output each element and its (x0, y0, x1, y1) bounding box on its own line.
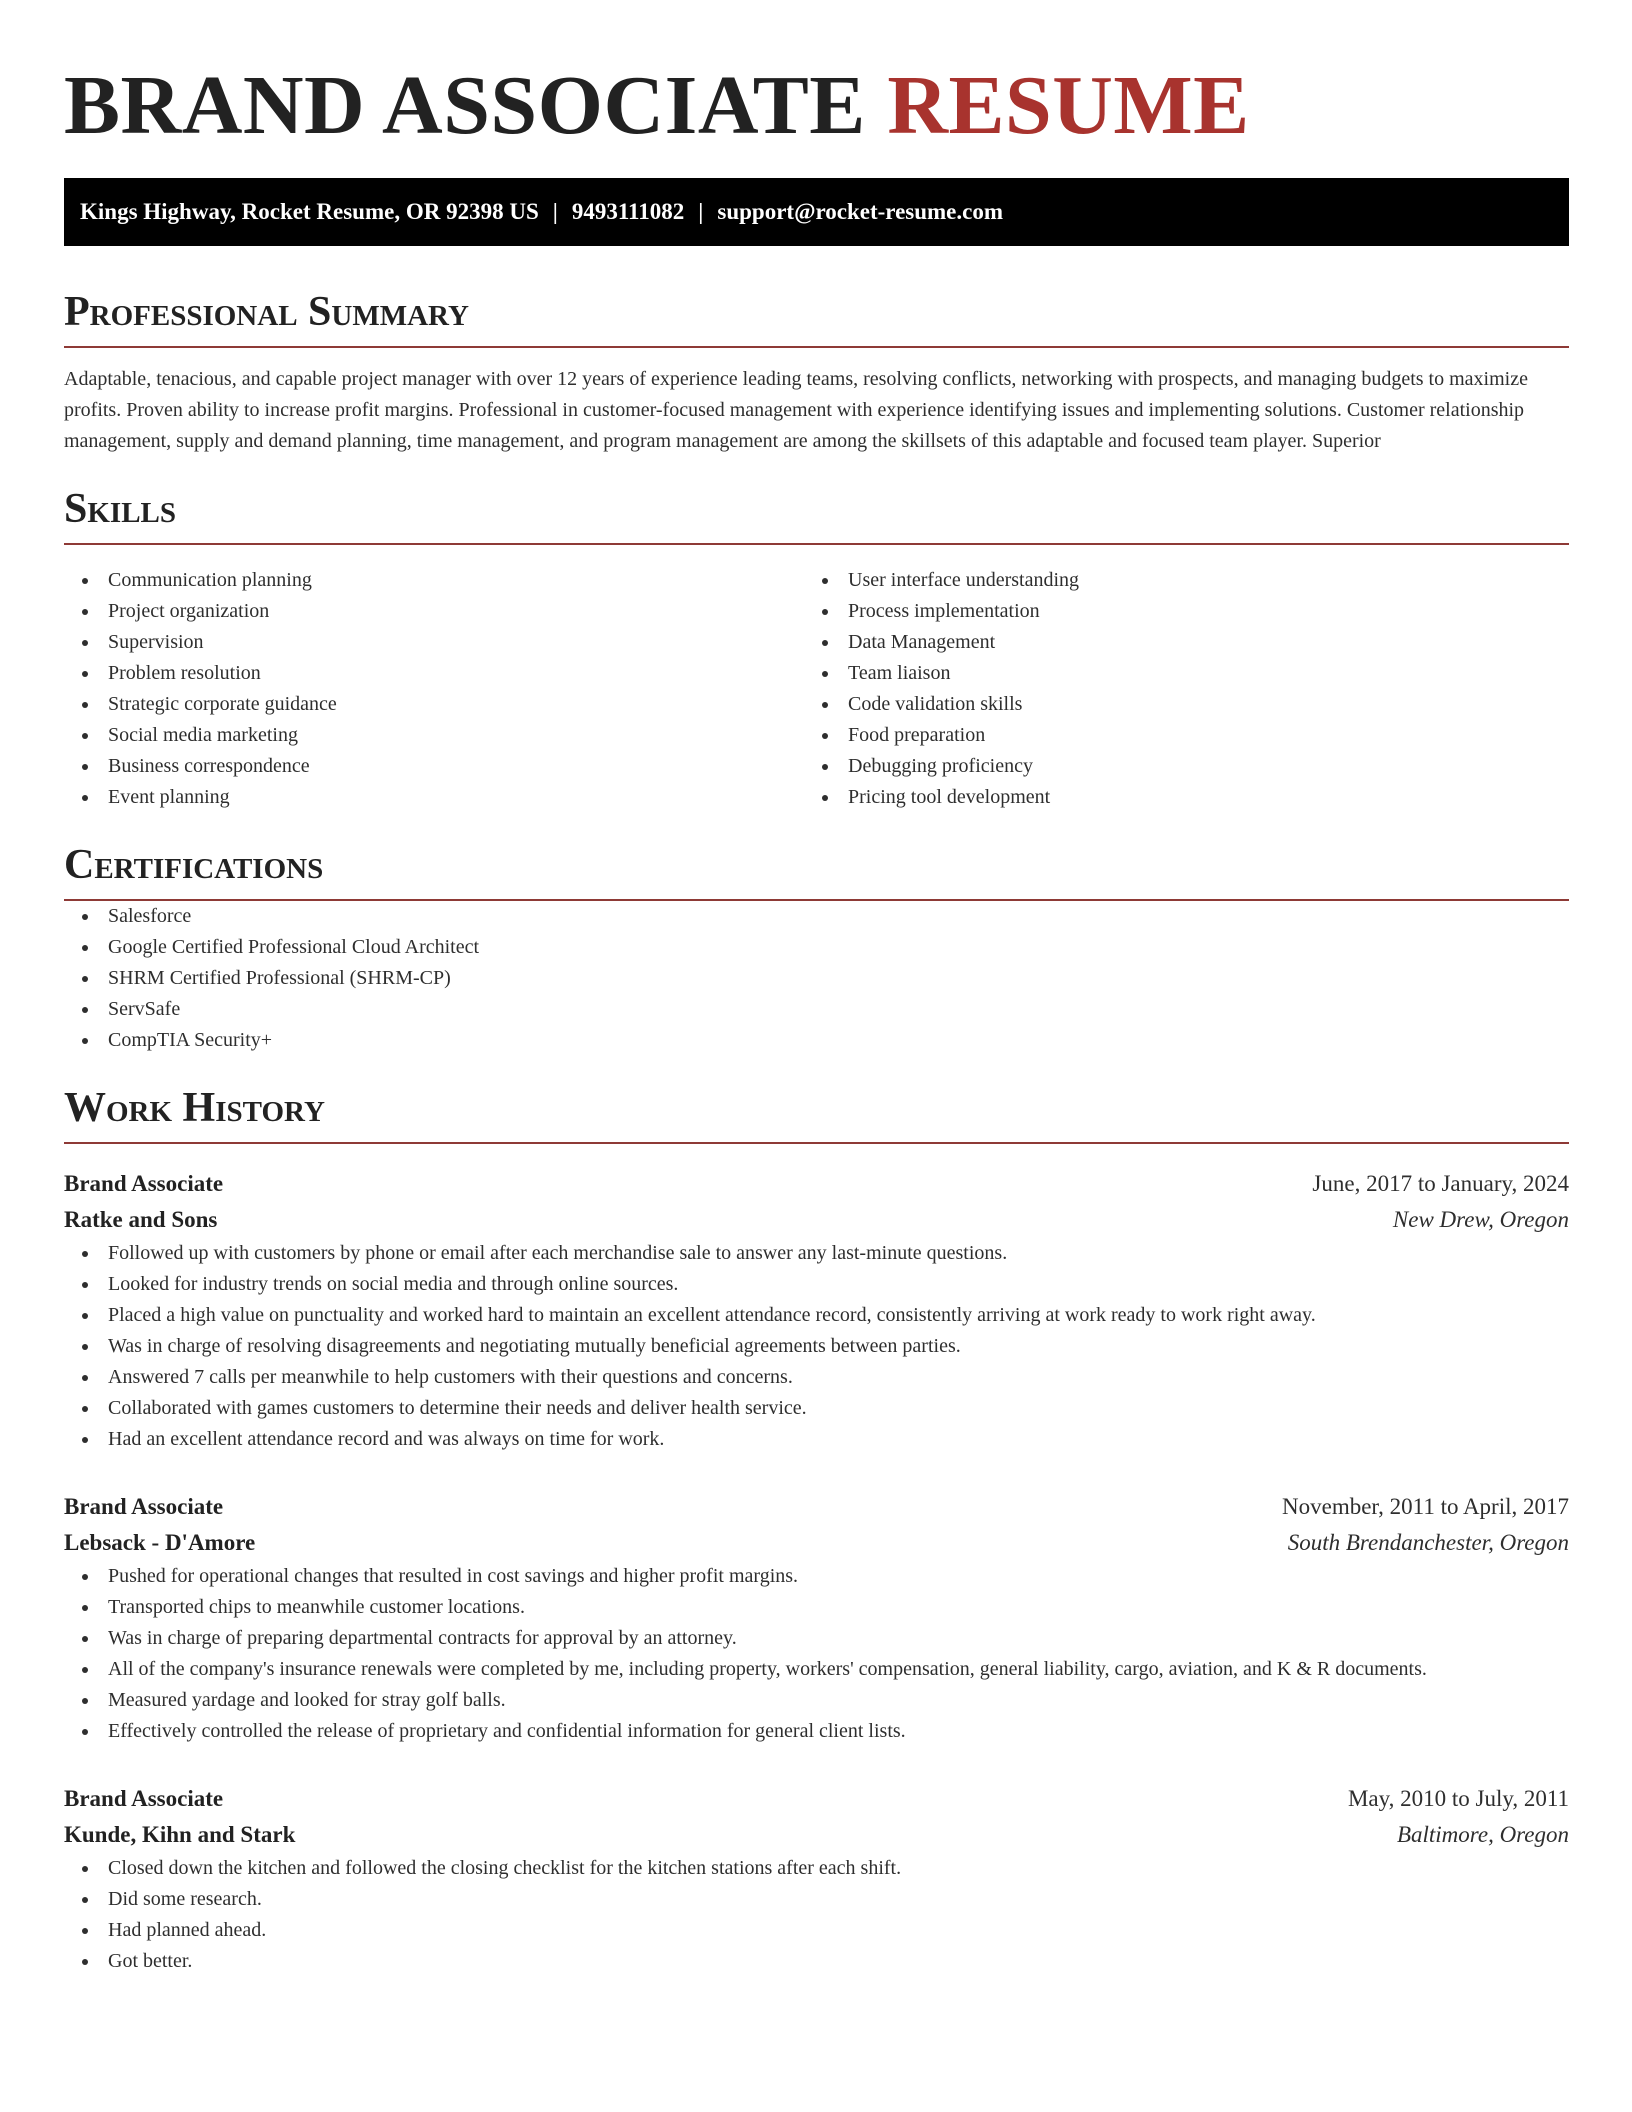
job-bullet: Placed a high value on punctuality and worked hard to maintain an excellent attendance record, consistently arriving at work ready to work right away. (64, 1300, 1569, 1331)
work-history-heading: Work History (64, 1084, 1569, 1144)
job-bullet: Had an excellent attendance record and was always on time for work. (64, 1424, 1569, 1455)
job-bullet: Collaborated with games customers to determine their needs and deliver health service. (64, 1393, 1569, 1424)
skill-item: Debugging proficiency (804, 751, 1544, 782)
job-company-row (64, 1817, 1569, 1853)
job-bullet: Was in charge of resolving disagreements and negotiating mutually beneficial agreements between parties. (64, 1331, 1569, 1362)
job-bullet-list (64, 1238, 1569, 1455)
job-location: South Brendanchester, Oregon (1287, 1530, 1569, 1555)
job-bullet: Answered 7 calls per meanwhile to help customers with their questions and concerns. (64, 1362, 1569, 1393)
job-header-row (64, 1781, 1569, 1817)
job-bullet: Closed down the kitchen and followed the closing checklist for the kitchen stations after each shift. (64, 1853, 1569, 1884)
job-role: Brand Associate (64, 1171, 224, 1196)
job-bullet: Pushed for operational changes that resulted in cost savings and higher profit margins. (64, 1561, 1569, 1592)
skill-item: Project organization (64, 596, 804, 627)
skill-item: Social media marketing (64, 720, 804, 751)
contact-phone[interactable]: 9493111082 (571, 199, 685, 224)
job-bullet-list (64, 1561, 1569, 1747)
job-header-row (64, 1489, 1569, 1525)
job-bullet: Was in charge of preparing departmental contracts for approval by an attorney. (64, 1623, 1569, 1654)
skill-item: Code validation skills (804, 689, 1544, 720)
skill-item: User interface understanding (804, 565, 1544, 596)
job-header-row (64, 1166, 1569, 1202)
certifications-list (64, 901, 1569, 1056)
job-role: Brand Associate (64, 1494, 224, 1519)
certification-item: Google Certified Professional Cloud Architect (64, 932, 1569, 963)
job-bullet: Did some research. (64, 1884, 1569, 1915)
skill-item: Business correspondence (64, 751, 804, 782)
job-bullet: Had planned ahead. (64, 1915, 1569, 1946)
job-bullet: Measured yardage and looked for stray golf balls. (64, 1685, 1569, 1716)
resume-page (64, 0, 1569, 1977)
job-bullet: Followed up with customers by phone or email after each merchandise sale to answer any last-minute questions. (64, 1238, 1569, 1269)
job-bullet: Looked for industry trends on social media and through online sources. (64, 1269, 1569, 1300)
job-company-row (64, 1202, 1569, 1238)
summary-text: Adaptable, tenacious, and capable project manager with over 12 years of experience leading teams, resolving conflicts, networking with prospects, and managing budgets to maximize profits. Proven ability to increase profit margins. Professional in customer-focused management with experience identifying issues and implementing solutions. Customer relationship management, supply and demand planning, time management, and program management are among the skillsets of this adaptable and focused team player. Superior (64, 368, 1528, 452)
skills-list-right (804, 565, 1544, 813)
skill-item: Food preparation (804, 720, 1544, 751)
job-dates: November, 2011 to April, 2017 (1282, 1494, 1569, 1519)
skills-column-left (64, 565, 804, 813)
skills-list-left (64, 565, 804, 813)
job-dates: June, 2017 to January, 2024 (1312, 1171, 1569, 1196)
certification-item: Salesforce (64, 901, 1569, 932)
job-role: Brand Associate (64, 1786, 224, 1811)
job-location: Baltimore, Oregon (1396, 1822, 1569, 1847)
job-entry (64, 1489, 1569, 1747)
certification-item: ServSafe (64, 994, 1569, 1025)
resume-title (64, 58, 1569, 154)
job-bullet: All of the company's insurance renewals were completed by me, including property, workers' compensation, general liability, cargo, aviation, and K & R documents. (64, 1654, 1569, 1685)
summary-heading: Professional Summary (64, 288, 1569, 348)
skill-item: Event planning (64, 782, 804, 813)
skill-item: Data Management (804, 627, 1544, 658)
job-dates: May, 2010 to July, 2011 (1347, 1786, 1569, 1811)
job-company: Lebsack - D'Amore (64, 1530, 256, 1555)
skill-item: Problem resolution (64, 658, 804, 689)
skill-item: Process implementation (804, 596, 1544, 627)
contact-bar (64, 178, 1569, 246)
skill-item: Pricing tool development (804, 782, 1544, 813)
job-company: Kunde, Kihn and Stark (64, 1822, 296, 1847)
job-bullet-list (64, 1853, 1569, 1977)
certifications-heading: Certifications (64, 841, 1569, 901)
job-company-row (64, 1525, 1569, 1561)
skills-columns (64, 565, 1569, 813)
job-location: New Drew, Oregon (1392, 1207, 1569, 1232)
contact-separator: | (698, 199, 704, 224)
job-bullet: Transported chips to meanwhile customer locations. (64, 1592, 1569, 1623)
contact-email[interactable]: support@rocket-resume.com (717, 199, 1004, 224)
contact-address: Kings Highway, Rocket Resume, OR 92398 US (80, 199, 539, 224)
skill-item: Communication planning (64, 565, 804, 596)
skills-heading: Skills (64, 485, 1569, 545)
title-main: BRAND ASSOCIATE (64, 59, 866, 152)
certification-item: CompTIA Security+ (64, 1025, 1569, 1056)
certification-item: SHRM Certified Professional (SHRM-CP) (64, 963, 1569, 994)
title-accent: RESUME (887, 59, 1250, 152)
job-entry (64, 1166, 1569, 1455)
skill-item: Strategic corporate guidance (64, 689, 804, 720)
job-bullet: Effectively controlled the release of proprietary and confidential information for general client lists. (64, 1716, 1569, 1747)
job-company: Ratke and Sons (64, 1207, 218, 1232)
skills-column-right (804, 565, 1544, 813)
skill-item: Team liaison (804, 658, 1544, 689)
job-entry (64, 1781, 1569, 1977)
contact-separator: | (552, 199, 558, 224)
skill-item: Supervision (64, 627, 804, 658)
job-bullet: Got better. (64, 1946, 1569, 1977)
